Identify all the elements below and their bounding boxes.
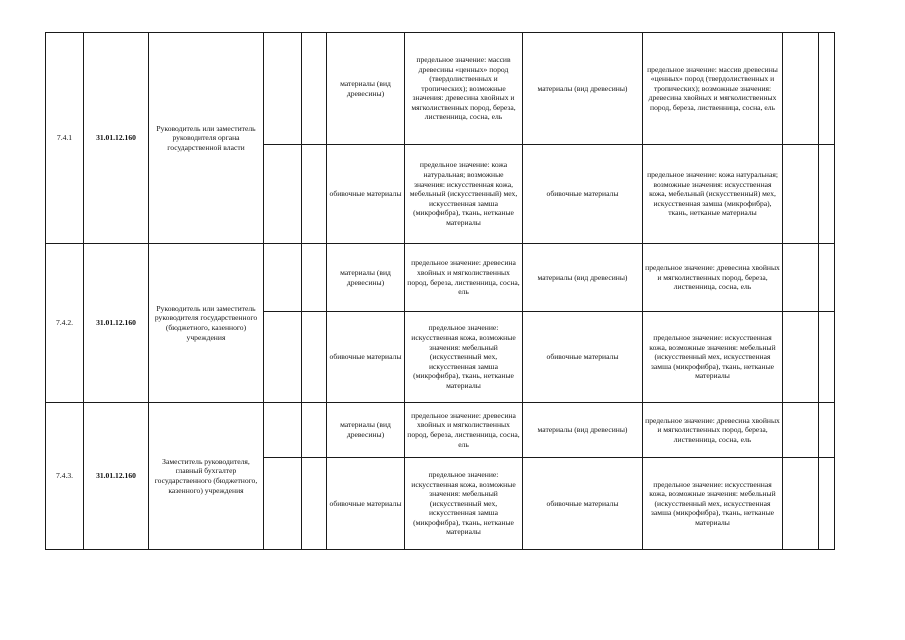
approved-characteristic-name: материалы (вид древесины) — [523, 244, 643, 312]
empty-cell — [264, 312, 302, 403]
approved-characteristic-values: предельное значение: древесина хвойных и мягколиственных пород, береза, лиственница, сосна, ель — [643, 403, 783, 458]
table-row — [46, 403, 835, 458]
table-row — [46, 244, 835, 312]
characteristic-name: обивочные материалы — [327, 312, 405, 403]
position-name: Заместитель руководителя, главный бухгалтер государственного (бюджетного, казенного) учреждения — [149, 403, 264, 550]
empty-cell — [302, 403, 327, 458]
empty-cell — [819, 33, 835, 145]
row-number: 7.4.1 — [46, 33, 84, 244]
row-number: 7.4.2. — [46, 244, 84, 403]
empty-cell — [783, 145, 819, 244]
empty-cell — [819, 244, 835, 312]
requirements-table — [45, 32, 835, 550]
empty-cell — [264, 244, 302, 312]
empty-cell — [783, 403, 819, 458]
okpd-code: 31.01.12.160 — [84, 33, 149, 244]
characteristic-values: предельное значение: древесина хвойных и мягколиственных пород, береза, лиственница, сосна, ель — [405, 403, 523, 458]
empty-cell — [819, 145, 835, 244]
empty-cell — [819, 403, 835, 458]
empty-cell — [264, 458, 302, 550]
characteristic-values: предельное значение: кожа натуральная; возможные значения: искусственная кожа, мебельный (искусственный) мех, искусственная замша (микрофибра), ткань, нетканые материалы — [405, 145, 523, 244]
empty-cell — [302, 244, 327, 312]
okpd-code: 31.01.12.160 — [84, 244, 149, 403]
okpd-code: 31.01.12.160 — [84, 403, 149, 550]
table-row — [46, 33, 835, 145]
empty-cell — [783, 244, 819, 312]
approved-characteristic-values: предельное значение: древесина хвойных и мягколиственных пород, береза, лиственница, сосна, ель — [643, 244, 783, 312]
empty-cell — [783, 312, 819, 403]
approved-characteristic-name: обивочные материалы — [523, 145, 643, 244]
characteristic-name: материалы (вид древесины) — [327, 403, 405, 458]
position-name: Руководитель или заместитель руководителя государственного (бюджетного, казенного) учреждения — [149, 244, 264, 403]
approved-characteristic-values: предельное значение: искусственная кожа, возможные значения: мебельный (искусственный мех, искусственная замша (микрофибра), ткань, нетканые материалы — [643, 458, 783, 550]
approved-characteristic-values: предельное значение: искусственная кожа, возможные значения: мебельный (искусственный мех, искусственная замша (микрофибра), ткань, нетканые материалы — [643, 312, 783, 403]
empty-cell — [264, 403, 302, 458]
approved-characteristic-name: обивочные материалы — [523, 312, 643, 403]
characteristic-values: предельное значение: искусственная кожа, возможные значения: мебельный (искусственный мех, искусственная замша (микрофибра), ткань, нетканые материалы — [405, 312, 523, 403]
empty-cell — [264, 33, 302, 145]
position-name: Руководитель или заместитель руководителя органа государственной власти — [149, 33, 264, 244]
approved-characteristic-values: предельное значение: кожа натуральная; возможные значения: искусственная кожа, мебельный (искусственный) мех, искусственная замша (микрофибра), ткань, нетканые материалы — [643, 145, 783, 244]
empty-cell — [819, 312, 835, 403]
row-number: 7.4.3. — [46, 403, 84, 550]
empty-cell — [302, 145, 327, 244]
approved-characteristic-name: материалы (вид древесины) — [523, 403, 643, 458]
empty-cell — [819, 458, 835, 550]
approved-characteristic-name: обивочные материалы — [523, 458, 643, 550]
characteristic-name: материалы (вид древесины) — [327, 33, 405, 145]
empty-cell — [783, 33, 819, 145]
empty-cell — [783, 458, 819, 550]
characteristic-values: предельное значение: искусственная кожа, возможные значения: мебельный (искусственный мех, искусственная замша (микрофибра), ткань, нетканые материалы — [405, 458, 523, 550]
approved-characteristic-values: предельное значение: массив древесины «ценных» пород (твердолиственных и тропических); возможные значения: древесина хвойных и мягколиственных пород, береза, лиственница, сосна, ель — [643, 33, 783, 145]
empty-cell — [264, 145, 302, 244]
characteristic-values: предельное значение: массив древесины «ценных» пород (твердолиственных и тропических); возможные значения: древесина хвойных и мягколиственных пород, береза, лиственница, сосна, ель — [405, 33, 523, 145]
characteristic-values: предельное значение: древесина хвойных и мягколиственных пород, береза, лиственница, сосна, ель — [405, 244, 523, 312]
empty-cell — [302, 33, 327, 145]
characteristic-name: материалы (вид древесины) — [327, 244, 405, 312]
empty-cell — [302, 458, 327, 550]
empty-cell — [302, 312, 327, 403]
characteristic-name: обивочные материалы — [327, 145, 405, 244]
characteristic-name: обивочные материалы — [327, 458, 405, 550]
approved-characteristic-name: материалы (вид древесины) — [523, 33, 643, 145]
